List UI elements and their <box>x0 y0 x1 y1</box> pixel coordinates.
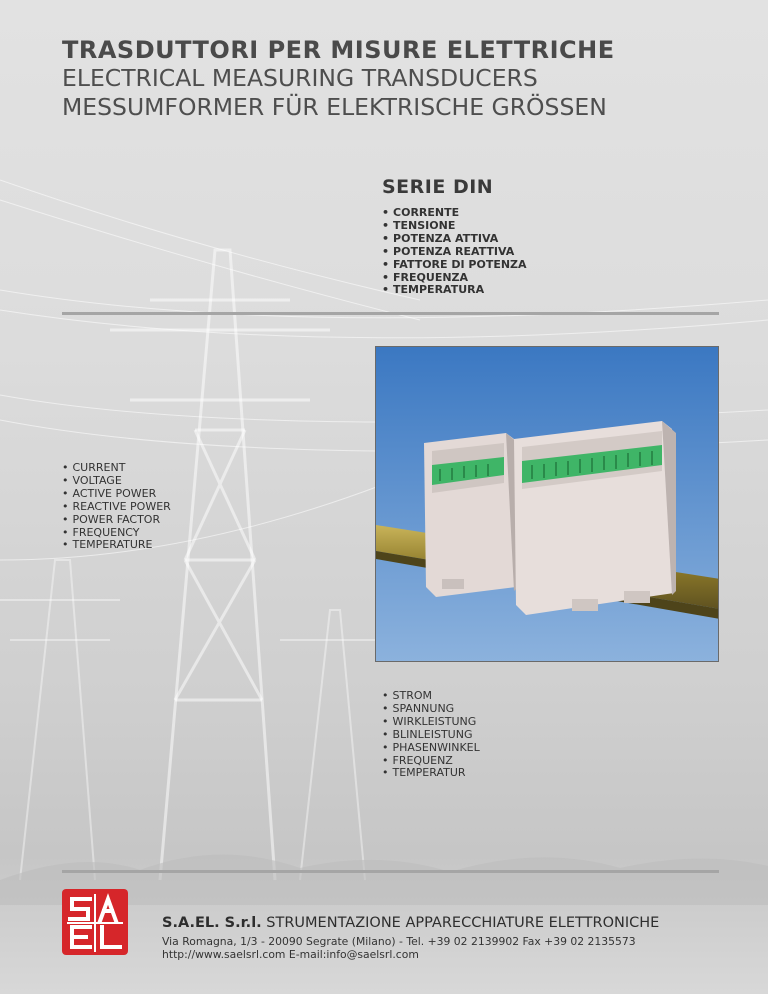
feature-list-german <box>382 690 480 780</box>
list-item: • TEMPERATURE <box>62 539 171 552</box>
list-item: • FREQUENZ <box>382 755 480 768</box>
list-item: • TEMPERATURA <box>382 284 527 297</box>
sael-logo <box>62 889 128 955</box>
heading-italian: TRASDUTTORI PER MISURE ELETTRICHE <box>62 36 615 64</box>
company-name: S.A.EL. S.r.l. <box>162 915 262 931</box>
product-photo <box>375 346 719 662</box>
list-item: • BLINLEISTUNG <box>382 729 480 742</box>
list-item: • FREQUENCY <box>62 527 171 540</box>
list-item: • CURRENT <box>62 462 171 475</box>
list-item: • PHASENWINKEL <box>382 742 480 755</box>
feature-list-english <box>62 462 171 552</box>
company-web-email[interactable]: http://www.saelsrl.com E-mail:info@saelsrl.com <box>162 948 419 961</box>
list-item: • TEMPERATUR <box>382 767 480 780</box>
list-item: • FATTORE DI POTENZA <box>382 259 527 272</box>
company-tagline: STRUMENTAZIONE APPARECCHIATURE ELETTRONICHE <box>266 915 660 931</box>
list-item: • SPANNUNG <box>382 703 480 716</box>
list-item: • CORRENTE <box>382 207 527 220</box>
list-item: • POWER FACTOR <box>62 514 171 527</box>
divider-bottom <box>62 870 719 873</box>
heading-english: ELECTRICAL MEASURING TRANSDUCERS <box>62 64 538 92</box>
company-line <box>162 915 659 931</box>
list-item: • TENSIONE <box>382 220 527 233</box>
list-item: • POTENZA REATTIVA <box>382 246 527 259</box>
list-item: • STROM <box>382 690 480 703</box>
series-title: SERIE DIN <box>382 176 494 198</box>
company-address: Via Romagna, 1/3 - 20090 Segrate (Milano) - Tel. +39 02 2139902 Fax +39 02 2135573 <box>162 935 636 948</box>
heading-german: MESSUMFORMER FÜR ELEKTRISCHE GRÖSSEN <box>62 93 607 121</box>
feature-list-italian <box>382 207 527 297</box>
list-item: • REACTIVE POWER <box>62 501 171 514</box>
divider-top <box>62 312 719 315</box>
list-item: • ACTIVE POWER <box>62 488 171 501</box>
list-item: • FREQUENZA <box>382 272 527 285</box>
list-item: • VOLTAGE <box>62 475 171 488</box>
list-item: • POTENZA ATTIVA <box>382 233 527 246</box>
list-item: • WIRKLEISTUNG <box>382 716 480 729</box>
